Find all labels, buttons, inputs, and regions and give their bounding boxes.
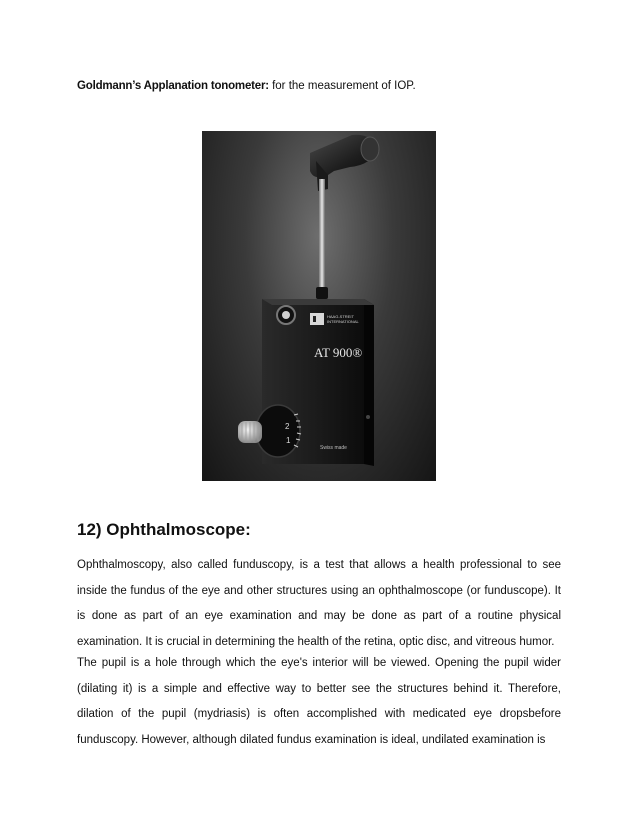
paragraph-ophthalmoscopy: Ophthalmoscopy, also called funduscopy, is a test that allows a health professional to see inside the fundus of the eye and other structures using an ophthalmoscope (or funduscope). It is done as part of an eye examination and may be done as part of a routine physical examination. It is crucial in determining the health of the retina, optic disc, and vitreous humor. <box>77 559 561 648</box>
model-label: AT 900® <box>314 345 363 360</box>
brand-line-1: HAAG-STREIT <box>327 314 354 319</box>
brand-logo-mark <box>313 316 316 322</box>
intro-term: Goldmann’s Applanation tonometer: <box>77 80 269 92</box>
measuring-drum <box>256 405 300 457</box>
feeler-rod <box>319 179 325 299</box>
intro-line <box>77 77 577 95</box>
eyepiece-center <box>282 311 290 319</box>
paragraph-pupil-dilation: The pupil is a hole through which the eye's interior will be viewed. Opening the pupil wider (dilating it) is a simple and effective way to better see the structures behind it. Therefore, dilation of the pupil (mydriasis) is often accomplished with medicated eye dropsbefore funduscopy. However, although dilated fundus examination is ideal, undilated examination is <box>77 657 561 746</box>
section-heading: 12) Ophthalmoscope: <box>77 520 251 539</box>
tonometer-photo <box>202 131 436 481</box>
brand-line-2: INTERNATIONAL <box>327 319 359 324</box>
origin-label: Swiss made <box>320 445 347 451</box>
rod-collar <box>316 287 328 299</box>
side-screw <box>366 415 370 419</box>
body-side <box>364 299 374 466</box>
intro-description: for the measurement of IOP. <box>268 80 416 92</box>
tonometer-illustration <box>202 131 436 481</box>
prism-tip <box>361 137 379 161</box>
drum-number-2: 2 <box>285 422 290 431</box>
body-top <box>262 299 374 305</box>
brand-logo <box>310 313 324 325</box>
drum-number-1: 1 <box>286 436 291 445</box>
